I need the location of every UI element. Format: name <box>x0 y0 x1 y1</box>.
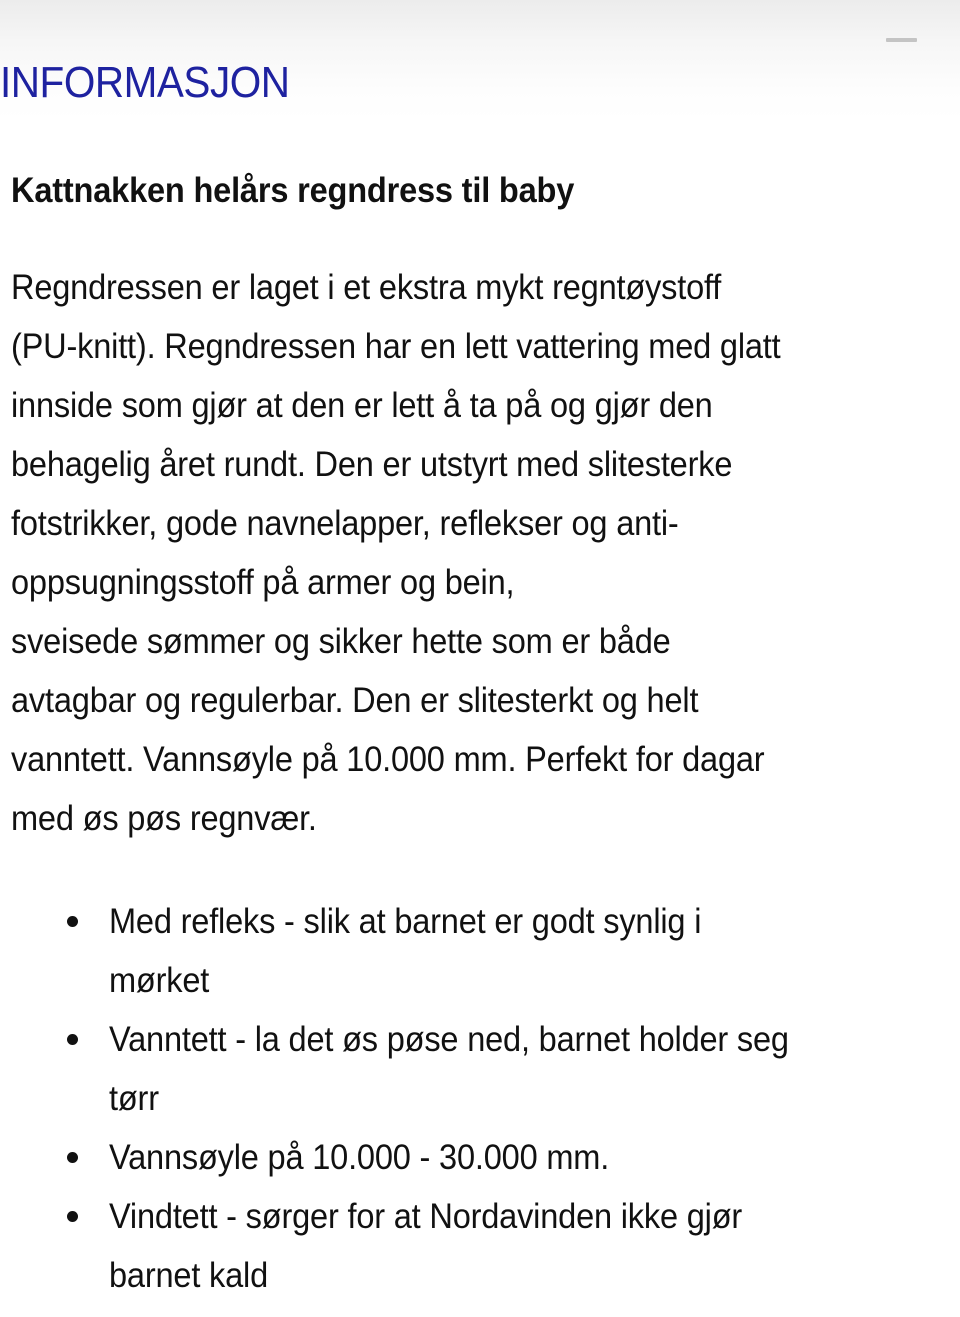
description-line: med øs pøs regnvær. <box>11 799 317 838</box>
feature-item-waterproof <box>11 1010 956 1128</box>
feature-text: Med refleks - slik at barnet er godt synlig i <box>109 902 702 941</box>
bullet-icon <box>67 916 78 927</box>
feature-item-water-column <box>11 1128 956 1187</box>
collapse-button[interactable] <box>872 22 932 58</box>
description-line: avtagbar og regulerbar. Den er slitesterkt og helt <box>11 681 699 720</box>
feature-text: Vannsøyle på 10.000 - 30.000 mm. <box>109 1138 610 1177</box>
feature-text: barnet kald <box>109 1256 269 1295</box>
feature-text: mørket <box>109 961 210 1000</box>
accordion-content <box>11 162 956 1305</box>
description-line: behagelig året rundt. Den er utstyrt med slitesterke <box>11 445 733 484</box>
product-description <box>11 258 956 848</box>
feature-list <box>11 892 956 1305</box>
bullet-icon <box>67 1211 78 1222</box>
description-line: sveisede sømmer og sikker hette som er både <box>11 622 671 661</box>
feature-text: Vindtett - sørger for at Nordavinden ikke gjør <box>109 1197 743 1236</box>
bullet-icon <box>67 1034 78 1045</box>
description-line: (PU-knitt). Regndressen har en lett vattering med glatt <box>11 327 781 366</box>
description-line: fotstrikker, gode navnelapper, reflekser og anti- <box>11 504 679 543</box>
section-title: INFORMASJON <box>0 57 290 107</box>
accordion-header-informasjon[interactable] <box>0 0 960 107</box>
description-line: innside som gjør at den er lett å ta på og gjør den <box>11 386 713 425</box>
feature-text: tørr <box>109 1079 159 1118</box>
feature-text: Vanntett - la det øs pøse ned, barnet holder seg <box>109 1020 789 1059</box>
description-line: vanntett. Vannsøyle på 10.000 mm. Perfekt for dagar <box>11 740 765 779</box>
feature-item-reflective <box>11 892 956 1010</box>
description-line: oppsugningsstoff på armer og bein, <box>11 563 515 602</box>
minus-icon <box>886 38 917 42</box>
feature-item-windproof <box>11 1187 956 1305</box>
description-line: Regndressen er laget i et ekstra mykt regntøystoff <box>11 268 722 307</box>
product-title: Kattnakken helårs regndress til baby <box>11 171 575 210</box>
bullet-icon <box>67 1152 78 1163</box>
